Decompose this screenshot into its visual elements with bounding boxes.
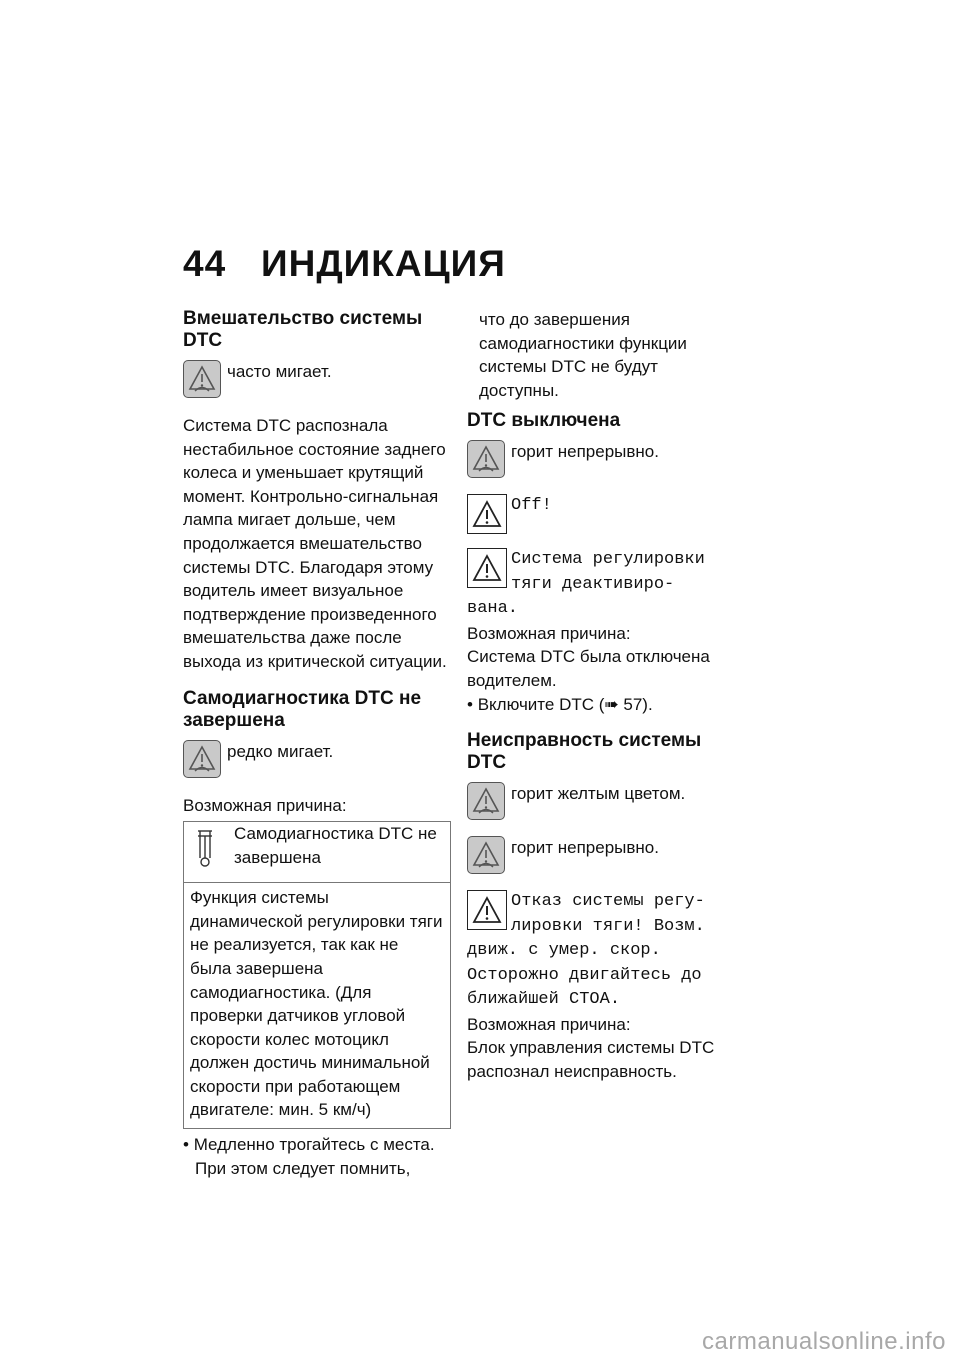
display-message: Off! xyxy=(511,496,552,516)
dtc-indicator-icon xyxy=(467,836,505,874)
heading-dtc-fault: Неисправность системы DTC xyxy=(467,730,702,774)
paragraph: Система DTC распознала нестабильное состояние заднего колеса и уменьшает крутящий момент. Контрольно-сигнальная лампа мигает дольше, чем продолжается вмешательство системы DTC. Благодаря этому водитель имеет визуальное подтверждение произведенного вмешательства даже после выхода из критической ситуации. xyxy=(183,416,447,671)
page-ref: 57). xyxy=(618,694,653,714)
icon-row xyxy=(467,548,735,597)
warning-triangle-icon xyxy=(467,890,507,930)
bullet-text: Медленно трогайтесь с места. При этом следует помнить, xyxy=(193,1135,435,1178)
cause-text: Блок управления системы DTC распознал неисправность. xyxy=(467,1038,715,1081)
watermark: carmanualsonline.info xyxy=(702,1328,946,1355)
bullet-item: • Включите DTC (➠ 57). xyxy=(467,694,653,714)
dtc-indicator-icon xyxy=(467,782,505,820)
heading-dtc-off: DTC выключена xyxy=(467,410,621,432)
dtc-indicator-icon xyxy=(467,440,505,478)
cause-label: Возможная причина: xyxy=(467,1014,631,1034)
icon-row xyxy=(183,740,451,786)
bullet-prefix: Включите DTC ( xyxy=(477,694,605,714)
display-message-line: Отказ системы регу- xyxy=(511,892,705,912)
info-box-header xyxy=(184,822,450,883)
icon-row xyxy=(467,890,735,939)
indicator-state: горит желтым цветом. xyxy=(511,784,686,804)
display-message-line: движ. с умер. скор. xyxy=(467,941,661,961)
icon-row xyxy=(467,494,735,540)
bullet-item: • Медленно трогайтесь с места. При этом следует помнить, xyxy=(183,1135,435,1178)
display-message-line: тяги деактивиро- xyxy=(511,574,675,594)
cause-text: Система DTC была отключена водителем. xyxy=(467,647,710,691)
left-column xyxy=(183,308,451,1180)
display-message-line: лировки тяги! Возм. xyxy=(511,916,705,936)
heading-selfdiag: Самодиагностика DTC не завершена xyxy=(183,687,422,731)
section-title: ИНДИКАЦИЯ xyxy=(261,243,506,284)
temperature-gauge-icon xyxy=(197,828,213,868)
heading-dtc-intervention: Вмешательство системы DTC xyxy=(183,308,423,351)
info-box-body: Функция системы динамической регулировки тяги не реализуется, так как не была завершена самодиагностика. (Для проверки датчиков угловой скорости колес мотоцикл должен достичь минимальной скорости при работающем двигателе: мин. 5 км/ч) xyxy=(190,888,443,1120)
icon-row xyxy=(467,782,735,828)
page-ref-arrow-icon: ➠ xyxy=(604,694,619,714)
info-box xyxy=(183,821,451,1129)
info-box-title: Самодиагностика DTC не завершена xyxy=(234,824,437,867)
icon-row xyxy=(183,360,451,406)
display-message-line: Система регулировки xyxy=(511,550,705,570)
indicator-state: редко мигает. xyxy=(227,741,334,761)
icon-row xyxy=(467,440,735,486)
cause-label: Возможная причина: xyxy=(183,795,347,815)
display-message-line: вана. xyxy=(467,599,519,619)
dtc-indicator-icon xyxy=(183,740,221,778)
icon-row xyxy=(467,836,735,882)
display-message-line: Осторожно двигайтесь до xyxy=(467,965,702,985)
warning-triangle-icon xyxy=(467,548,507,588)
warning-triangle-icon xyxy=(467,494,507,534)
dtc-indicator-icon xyxy=(183,360,221,398)
indicator-state: часто мигает. xyxy=(227,362,332,381)
page-number: 44 xyxy=(183,243,227,284)
right-column xyxy=(467,308,735,1084)
page-header xyxy=(183,243,506,285)
display-message-line: ближайшей СТОА. xyxy=(467,990,621,1010)
indicator-state: горит непрерывно. xyxy=(511,838,659,858)
cause-label: Возможная причина: xyxy=(467,623,631,643)
paragraph-continued: что до завершения самодиагностики функции системы DTC не будут доступны. xyxy=(479,310,687,400)
indicator-state: горит непрерывно. xyxy=(511,442,659,462)
